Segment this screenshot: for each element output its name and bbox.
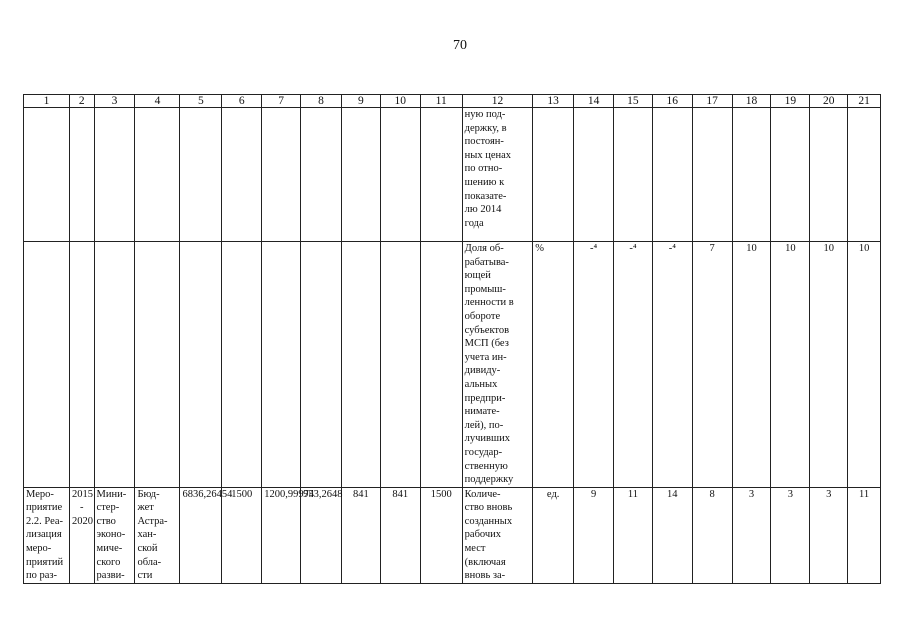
header-cell: 5 [180,95,222,108]
value-cell: 10 [771,242,810,488]
value-cell: 10 [732,242,771,488]
period-cell: 2015 - 2020 [70,487,95,583]
header-cell: 18 [732,95,771,108]
header-cell: 3 [94,95,135,108]
table-cell [70,108,95,242]
amount-cell: 953,2648 [301,487,342,583]
table-cell [94,108,135,242]
indicator-text: Количе- ство вновь созданных рабочих мест (включая вновь за- [462,487,533,583]
amount-cell: 1200,99974 [262,487,301,583]
table-cell [342,242,381,488]
table-cell [420,242,462,488]
page-number: 70 [453,38,467,53]
header-cell: 7 [262,95,301,108]
table-cell [94,242,135,488]
value-cell: 3 [810,487,848,583]
table-cell [692,108,732,242]
amount-cell: 1500 [222,487,262,583]
table-cell [70,242,95,488]
table-cell [533,108,574,242]
amount-cell: 1500 [420,487,462,583]
header-cell: 14 [574,95,614,108]
table-cell [342,108,381,242]
value-cell: 3 [732,487,771,583]
unit-cell: % [533,242,574,488]
header-cell: 21 [848,95,881,108]
header-cell: 10 [380,95,420,108]
table-cell [24,108,70,242]
table-cell [135,242,180,488]
table-cell [180,242,222,488]
table-cell [771,108,810,242]
header-cell: 11 [420,95,462,108]
header-cell: 20 [810,95,848,108]
header-cell: 17 [692,95,732,108]
value-cell: 10 [848,242,881,488]
header-cell: 1 [24,95,70,108]
amount-cell: 841 [342,487,381,583]
header-row [24,95,881,108]
table-cell [848,108,881,242]
value-cell: 7 [692,242,732,488]
header-cell: 9 [342,95,381,108]
table-row [24,487,881,583]
value-cell: 11 [848,487,881,583]
header-cell: 8 [301,95,342,108]
header-cell: 4 [135,95,180,108]
table-cell [380,242,420,488]
table-cell [222,108,262,242]
table-cell [380,108,420,242]
table-cell [222,242,262,488]
header-cell: 19 [771,95,810,108]
table-row [24,242,881,488]
value-cell: 8 [692,487,732,583]
table-cell [135,108,180,242]
amount-cell: 841 [380,487,420,583]
table-cell [301,242,342,488]
value-cell: 10 [810,242,848,488]
table-cell [614,108,653,242]
executor-cell: Мини- стер- ство эконо- миче- ского разви- [94,487,135,583]
value-cell: -⁴ [614,242,653,488]
amount-cell: 6836,26454 [180,487,222,583]
header-cell: 6 [222,95,262,108]
program-table [23,94,881,584]
value-cell: -⁴ [652,242,692,488]
table-cell [262,108,301,242]
table-cell [810,108,848,242]
table-cell [24,242,70,488]
table-cell [180,108,222,242]
funding-source-cell: Бюд- жет Астра- хан- ской обла- сти [135,487,180,583]
indicator-text: Доля об- рабатыва- ющей промыш- ленности в обороте субъектов МСП (без учета ин- дивиду- альных предпри- нимате- лей), по- лучивших государ- ственную поддержку [462,242,533,488]
header-cell: 12 [462,95,533,108]
table-cell [301,108,342,242]
value-cell: 11 [614,487,653,583]
table-cell [420,108,462,242]
value-cell: 9 [574,487,614,583]
table-cell [652,108,692,242]
table-cell [574,108,614,242]
value-cell: -⁴ [574,242,614,488]
value-cell: 3 [771,487,810,583]
header-cell: 2 [70,95,95,108]
header-cell: 16 [652,95,692,108]
value-cell: 14 [652,487,692,583]
table-row [24,108,881,242]
table-cell [262,242,301,488]
unit-cell: ед. [533,487,574,583]
header-cell: 13 [533,95,574,108]
indicator-text: ную под- держку, в постоян- ных ценах по отно- шению к показате- лю 2014 года [462,108,533,242]
table-cell [732,108,771,242]
header-cell: 15 [614,95,653,108]
measure-name: Меро- приятие 2.2. Реа- лизация меро- приятий по раз- [24,487,70,583]
